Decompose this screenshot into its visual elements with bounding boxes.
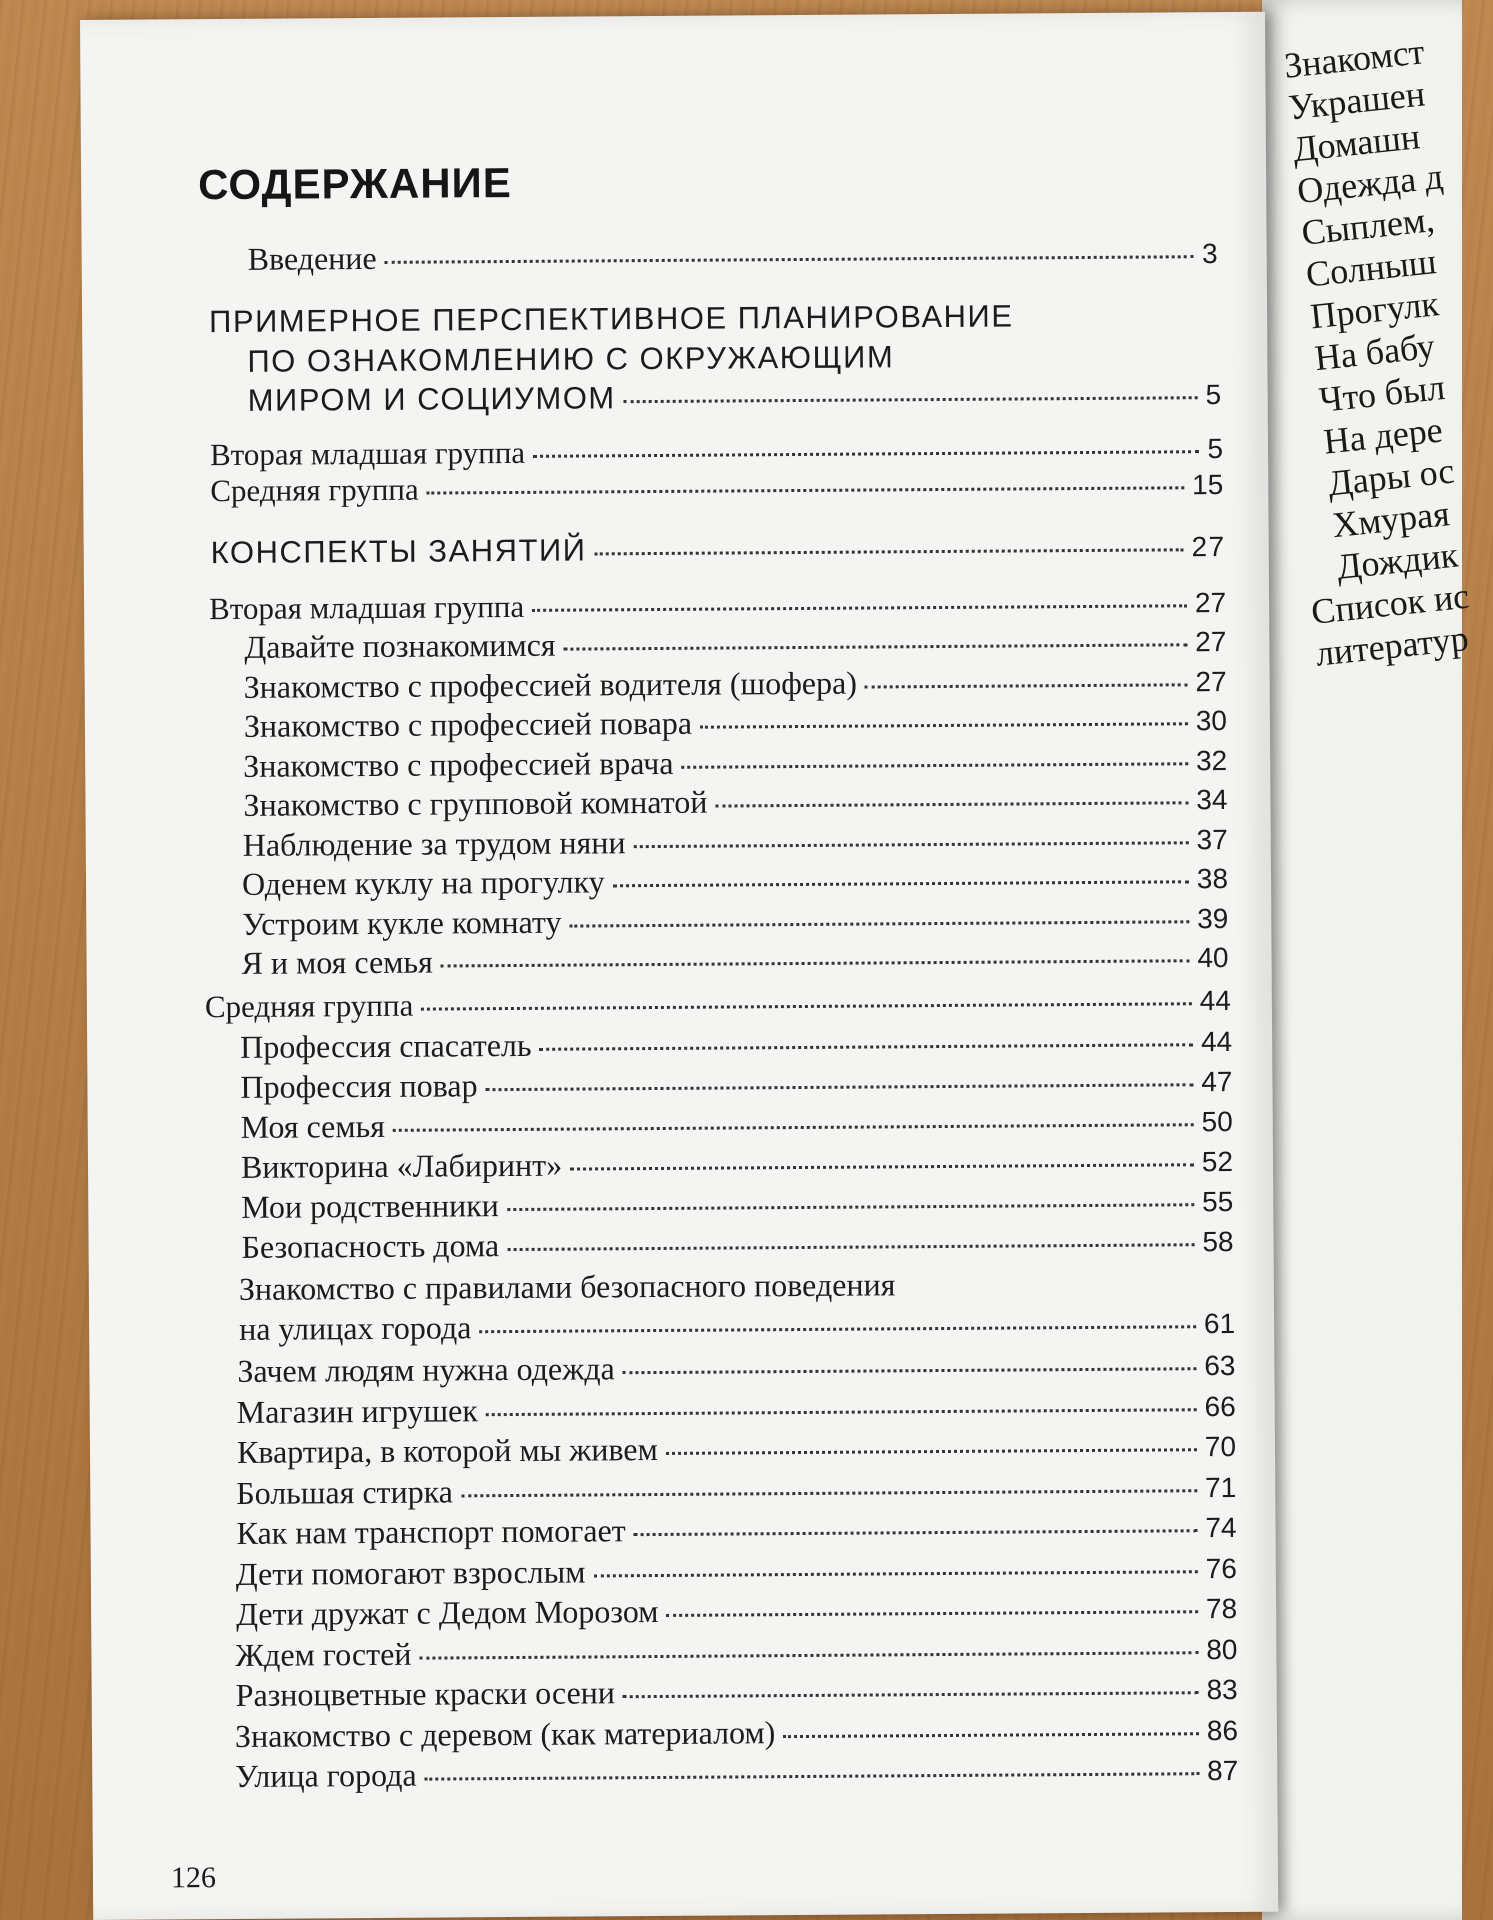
toc-entry [237, 1346, 1235, 1390]
entry-label: Оденем куклу на прогулку [241, 863, 605, 902]
entry-label: Мои родственники [241, 1187, 499, 1225]
entry-page: 55 [1202, 1185, 1234, 1218]
entry-page: 34 [1196, 784, 1228, 816]
toc-entry [243, 820, 1228, 864]
entry-page: 32 [1195, 744, 1228, 776]
toc-entry-intro [248, 234, 1218, 278]
entry-label: Вторая младшая группа [209, 434, 526, 473]
entry-label: Вторая младшая группа [208, 588, 525, 627]
entry-label: МИРОМ И СОЦИУМОМ [247, 380, 616, 418]
entry-label: Профессия повар [240, 1067, 478, 1105]
facing-page-line: Дары ос [1326, 450, 1457, 504]
facing-page-line: Знакомст [1282, 31, 1427, 86]
facing-page-text [1282, 30, 1493, 672]
entry-label: Средняя группа [210, 471, 419, 509]
entry-page: 52 [1201, 1145, 1234, 1178]
toc-entry [239, 1304, 1235, 1348]
toc-entry [244, 622, 1226, 666]
dot-leader [570, 920, 1190, 927]
dot-leader [532, 604, 1187, 612]
entry-label: Наблюдение за трудом няни [242, 823, 626, 863]
dot-leader [700, 722, 1188, 728]
dot-leader [385, 255, 1194, 264]
entry-page: 40 [1197, 942, 1229, 974]
dot-leader [623, 1367, 1197, 1374]
facing-page-line: Прогулк [1308, 283, 1441, 337]
entry-label: Введение [247, 239, 377, 277]
entry-page: 63 [1204, 1349, 1236, 1382]
dot-leader [507, 1203, 1194, 1211]
entry-label: Улица города [235, 1756, 417, 1794]
entry-label: Средняя группа [204, 987, 414, 1025]
dot-leader [486, 1083, 1194, 1091]
facing-page-line: Список ис [1309, 575, 1471, 632]
entry-page: 61 [1203, 1307, 1236, 1340]
entry-label: на улицах города [239, 1309, 472, 1347]
toc-entry [235, 1751, 1238, 1795]
entry-label: Безопасность дома [241, 1227, 500, 1265]
entry-label: Большая стирка [236, 1472, 454, 1511]
entry-label: Дети помогают взрослым [235, 1553, 586, 1592]
entry-label: Профессия спасатель [240, 1026, 532, 1065]
dot-leader [666, 1448, 1197, 1455]
facing-page-line: На дере [1321, 409, 1445, 462]
dot-leader [425, 1772, 1199, 1780]
dot-leader [624, 396, 1198, 403]
toc-title: СОДЕРЖАНИЕ [197, 158, 512, 209]
entry-label: Дети дружат с Дедом Морозом [236, 1593, 659, 1632]
entry-page: 38 [1196, 863, 1229, 895]
entry-page: 5 [1207, 433, 1224, 465]
toc-entry [236, 1548, 1237, 1592]
entry-label: Магазин игрушек [236, 1391, 478, 1430]
entry-label: Я и моя семья [241, 943, 433, 981]
dot-leader [540, 1043, 1194, 1051]
entry-label: Знакомство с профессией врача [243, 744, 674, 784]
toc-entry [241, 1182, 1233, 1226]
entry-page: 44 [1199, 984, 1231, 1017]
dot-leader [783, 1732, 1198, 1738]
facing-page-line: Хмурая [1330, 493, 1452, 546]
dot-leader [427, 486, 1184, 494]
entry-page: 86 [1206, 1714, 1239, 1746]
toc-entry [241, 1222, 1233, 1266]
toc-entry [235, 1629, 1237, 1673]
entry-label: Как нам транспорт помогает [236, 1512, 626, 1551]
toc-entry [243, 741, 1227, 785]
entry-label: Знакомство с групповой комнатой [243, 783, 708, 823]
entry-label: Знакомство с профессией водителя (шофера) [243, 664, 858, 705]
entry-label: Знакомство с деревом (как материалом) [234, 1713, 776, 1754]
facing-page-line: литератур [1313, 617, 1471, 674]
entry-label: Моя семья [240, 1107, 385, 1145]
toc-entry-section-1 [248, 376, 1223, 419]
dot-leader [593, 1570, 1197, 1577]
entry-label: Устроим кукле комнату [242, 903, 562, 942]
page-number: 126 [170, 1861, 217, 1895]
entry-page: 15 [1192, 469, 1224, 501]
dot-leader [533, 450, 1199, 458]
toc-entry [241, 1142, 1233, 1186]
entry-label: Ждем гостей [235, 1635, 412, 1673]
entry-page: 87 [1206, 1754, 1239, 1787]
dot-leader [623, 1691, 1199, 1698]
entry-page: 80 [1206, 1633, 1238, 1665]
toc-entry-group [205, 982, 1231, 1025]
dot-leader [479, 1325, 1196, 1333]
toc-entry [237, 1386, 1236, 1430]
facing-page [1262, 0, 1471, 1920]
entry-page: 47 [1201, 1065, 1233, 1098]
dot-leader [595, 548, 1184, 555]
entry-page: 3 [1201, 238, 1218, 270]
entry-label: КОНСПЕКТЫ ЗАНЯТИЙ [210, 532, 587, 571]
entry-page: 74 [1205, 1511, 1237, 1544]
entry-page: 78 [1205, 1592, 1238, 1625]
dot-leader [419, 1651, 1198, 1659]
entry-label: Квартира, в которой мы живем [236, 1431, 658, 1470]
dot-leader [634, 1529, 1198, 1536]
entry-label: Зачем людям нужна одежда [237, 1350, 615, 1389]
facing-page-line: На бабу [1312, 325, 1437, 379]
entry-page: 50 [1201, 1105, 1233, 1138]
entry-label: Знакомство с профессией повара [243, 704, 693, 744]
entry-page: 83 [1206, 1673, 1238, 1706]
toc-entry [242, 899, 1228, 943]
book-page [80, 12, 1278, 1920]
toc-entry [237, 1427, 1236, 1471]
toc-entry-section-2 [211, 528, 1226, 571]
entry-page: 27 [1191, 531, 1226, 563]
entry-page: 27 [1195, 626, 1227, 658]
dot-leader [507, 1243, 1194, 1251]
entry-page: 44 [1200, 1025, 1233, 1058]
dot-leader [681, 762, 1188, 769]
toc-entry [243, 780, 1227, 824]
dot-leader [564, 643, 1188, 650]
dot-leader [715, 801, 1188, 807]
entry-label: Викторина «Лабиринт» [240, 1146, 563, 1185]
facing-page-line: Солныш [1304, 241, 1439, 295]
dot-leader [393, 1123, 1194, 1132]
entry-page: 71 [1205, 1471, 1237, 1503]
toc-entry [241, 1102, 1233, 1146]
section-heading-line: ПО ОЗНАКОМЛЕНИЮ С ОКРУЖАЮЩИМ [247, 339, 895, 379]
toc-entry [244, 701, 1227, 745]
toc-entry [236, 1589, 1237, 1633]
dot-leader [421, 1002, 1191, 1010]
dot-leader [570, 1163, 1194, 1170]
facing-page-line: Что был [1317, 366, 1447, 420]
toc-entry [240, 1062, 1232, 1106]
entry-page: 27 [1195, 665, 1227, 697]
dot-leader [666, 1610, 1198, 1617]
toc-entry [240, 1022, 1232, 1066]
toc-entry-group [209, 584, 1226, 627]
toc-entry [235, 1710, 1238, 1754]
entry-label: Давайте познакомимся [244, 626, 556, 665]
facing-page-line: Одежда д [1295, 156, 1445, 212]
toc-entry [244, 662, 1227, 706]
toc-entry [242, 859, 1228, 903]
facing-page-line: Украшен [1286, 73, 1427, 128]
facing-page-line: Дождик [1334, 534, 1460, 588]
toc-entry [236, 1508, 1236, 1552]
facing-page-line: Сыплем, [1299, 199, 1437, 253]
entry-page: 5 [1205, 379, 1223, 411]
entry-page: 58 [1202, 1225, 1234, 1258]
dot-leader [613, 880, 1189, 887]
dot-leader [441, 959, 1190, 967]
dot-leader [865, 683, 1188, 688]
dot-leader [461, 1489, 1197, 1497]
facing-page-line: Домашн [1290, 116, 1422, 170]
entry-page: 37 [1196, 823, 1228, 855]
entry-page: 70 [1204, 1430, 1237, 1463]
entry-page: 39 [1197, 902, 1229, 934]
toc-entry-line: Знакомство с правилами безопасного поведения [238, 1266, 896, 1307]
entry-page: 30 [1195, 705, 1228, 737]
toc-entry [236, 1670, 1238, 1714]
entry-page: 27 [1194, 587, 1227, 619]
section-heading-line: ПРИМЕРНОЕ ПЕРСПЕКТИВНОЕ ПЛАНИРОВАНИЕ [208, 298, 1014, 340]
dot-leader [634, 841, 1189, 848]
dot-leader [486, 1408, 1197, 1416]
toc-entry [236, 1467, 1236, 1511]
entry-page: 76 [1205, 1552, 1237, 1584]
entry-label: Разноцветные краски осени [235, 1674, 616, 1713]
toc-entry-group [210, 466, 1223, 509]
toc-entry [241, 938, 1228, 982]
entry-page: 66 [1204, 1390, 1236, 1422]
